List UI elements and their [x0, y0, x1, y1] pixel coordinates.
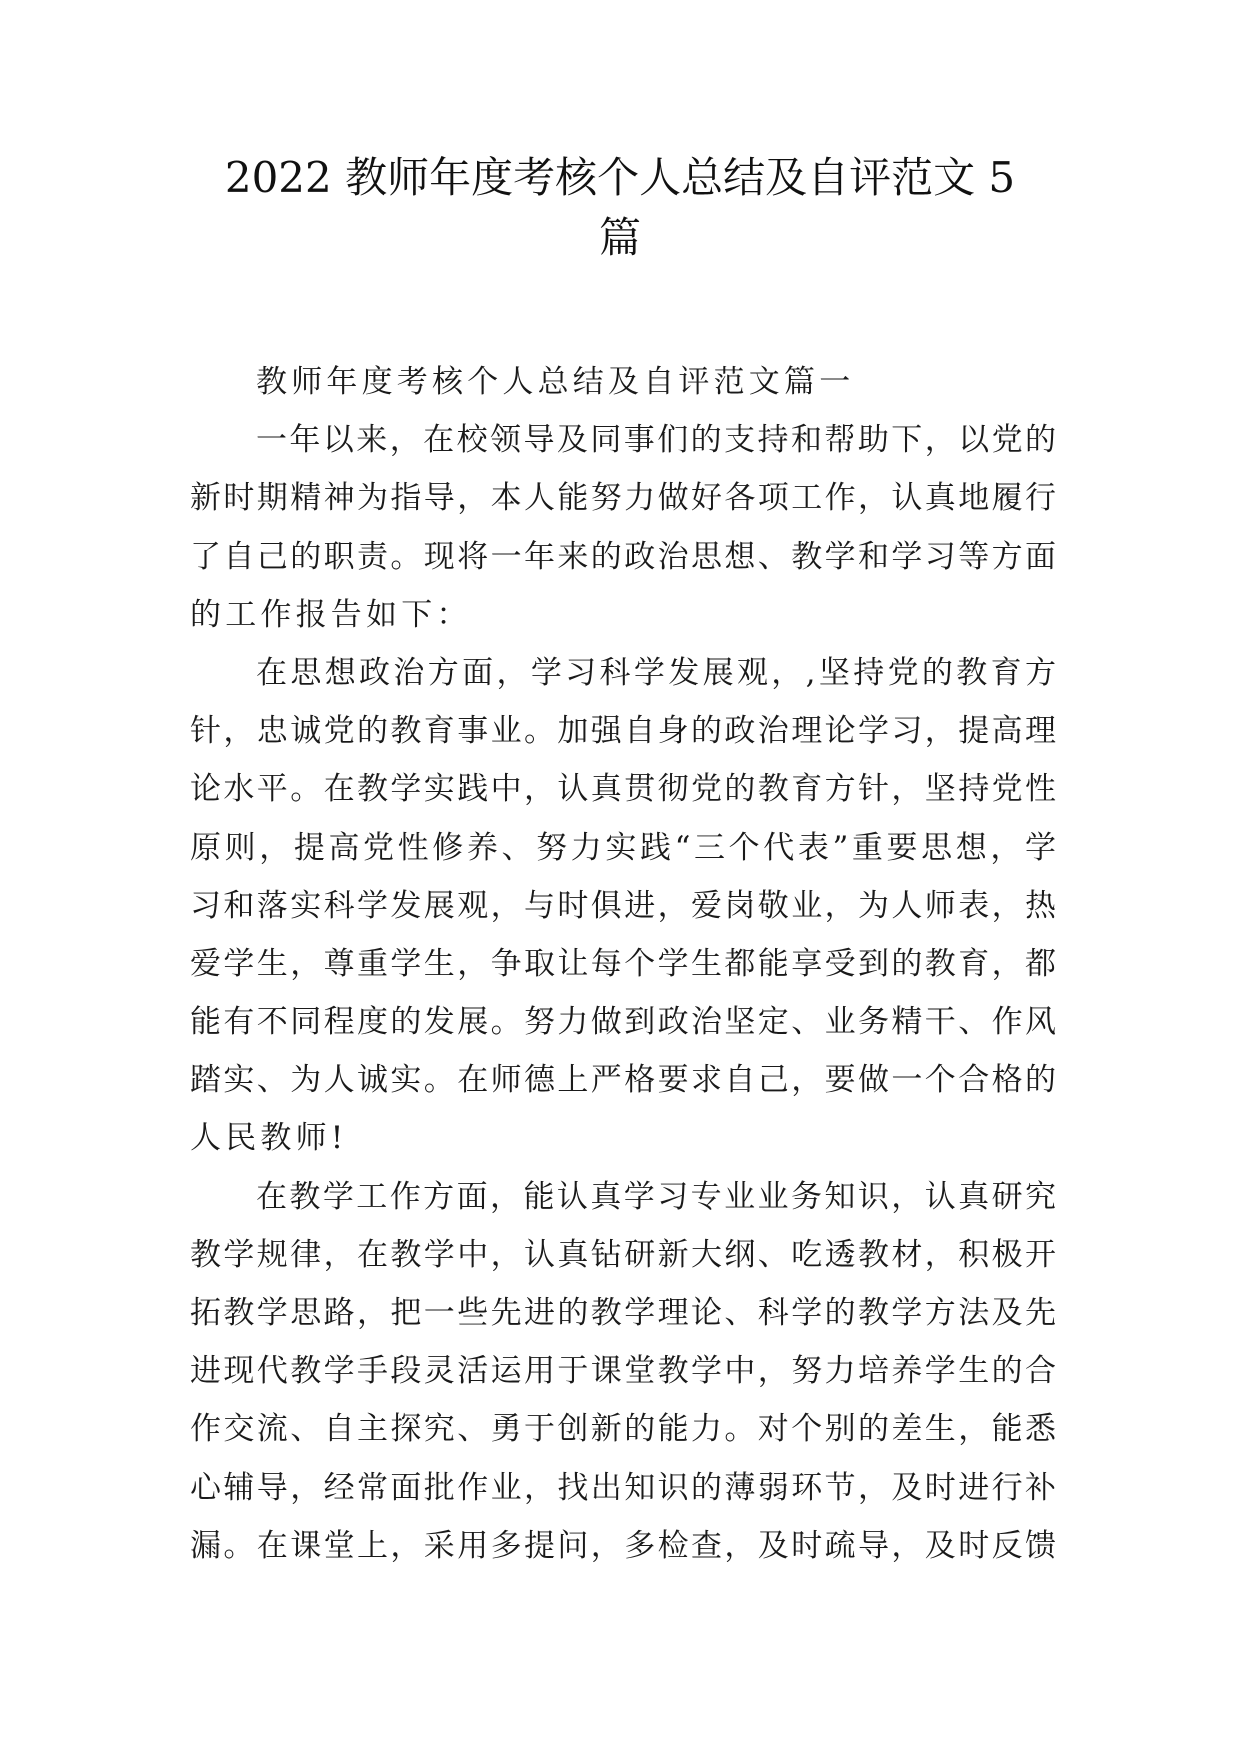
body-line: 在思想政治方面，学习科学发展观，,坚持党的教育方 — [256, 654, 1056, 691]
body-line: 拓教学思路，把一些先进的教学理论、科学的教学方法及先 — [190, 1295, 1056, 1331]
body-line: 能有不同程度的发展。努力做到政治坚定、业务精干、作风 — [190, 1004, 1056, 1041]
body-line: 在教学工作方面，能认真学习专业业务知识，认真研究 — [256, 1178, 1056, 1215]
body-line: 教学规律，在教学中，认真钻研新大纲、吃透教材，积极开 — [190, 1236, 1056, 1273]
body-line: 习和落实科学发展观，与时俱进，爱岗敬业，为人师表，热 — [190, 887, 1056, 924]
body-line: 漏。在课堂上，采用多提问，多检查，及时疏导，及时反馈 — [190, 1527, 1056, 1564]
body-line: 踏实、为人诚实。在师德上严格要求自己，要做一个合格的 — [190, 1062, 1056, 1099]
body-line: 教师年度考核个人总结及自评范文篇一 — [256, 364, 855, 400]
body-line: 作交流、自主探究、勇于创新的能力。对个别的差生，能悉 — [190, 1411, 1056, 1448]
body-line: 一年以来，在校领导及同事们的支持和帮助下，以党的 — [256, 422, 1056, 459]
body-line: 论水平。在教学实践中，认真贯彻党的教育方针，坚持党性 — [190, 771, 1056, 808]
body-line: 新时期精神为指导，本人能努力做好各项工作，认真地履行 — [190, 480, 1056, 517]
title-line-2: 篇 — [598, 213, 641, 262]
body-line: 爱学生，尊重学生，争取让每个学生都能享受到的教育，都 — [190, 945, 1056, 982]
document-title — [170, 148, 1070, 268]
title-line-1: 2022 教师年度考核个人总结及自评范文 5 — [224, 153, 1016, 202]
body-line: 的工作报告如下： — [190, 596, 472, 633]
body-line: 了自己的职责。现将一年来的政治思想、教学和学习等方面 — [190, 538, 1056, 575]
body-line: 心辅导，经常面批作业，找出知识的薄弱环节，及时进行补 — [190, 1469, 1056, 1506]
body-line: 进现代教学手段灵活运用于课堂教学中，努力培养学生的合 — [190, 1353, 1056, 1390]
document-body — [190, 353, 1056, 1575]
body-line: 原则，提高党性修养、努力实践“三个代表”重要思想，学 — [190, 829, 1056, 866]
body-line: 人民教师! — [190, 1120, 348, 1157]
body-line: 针，忠诚党的教育事业。加强自身的政治理论学习，提高理 — [190, 713, 1056, 750]
